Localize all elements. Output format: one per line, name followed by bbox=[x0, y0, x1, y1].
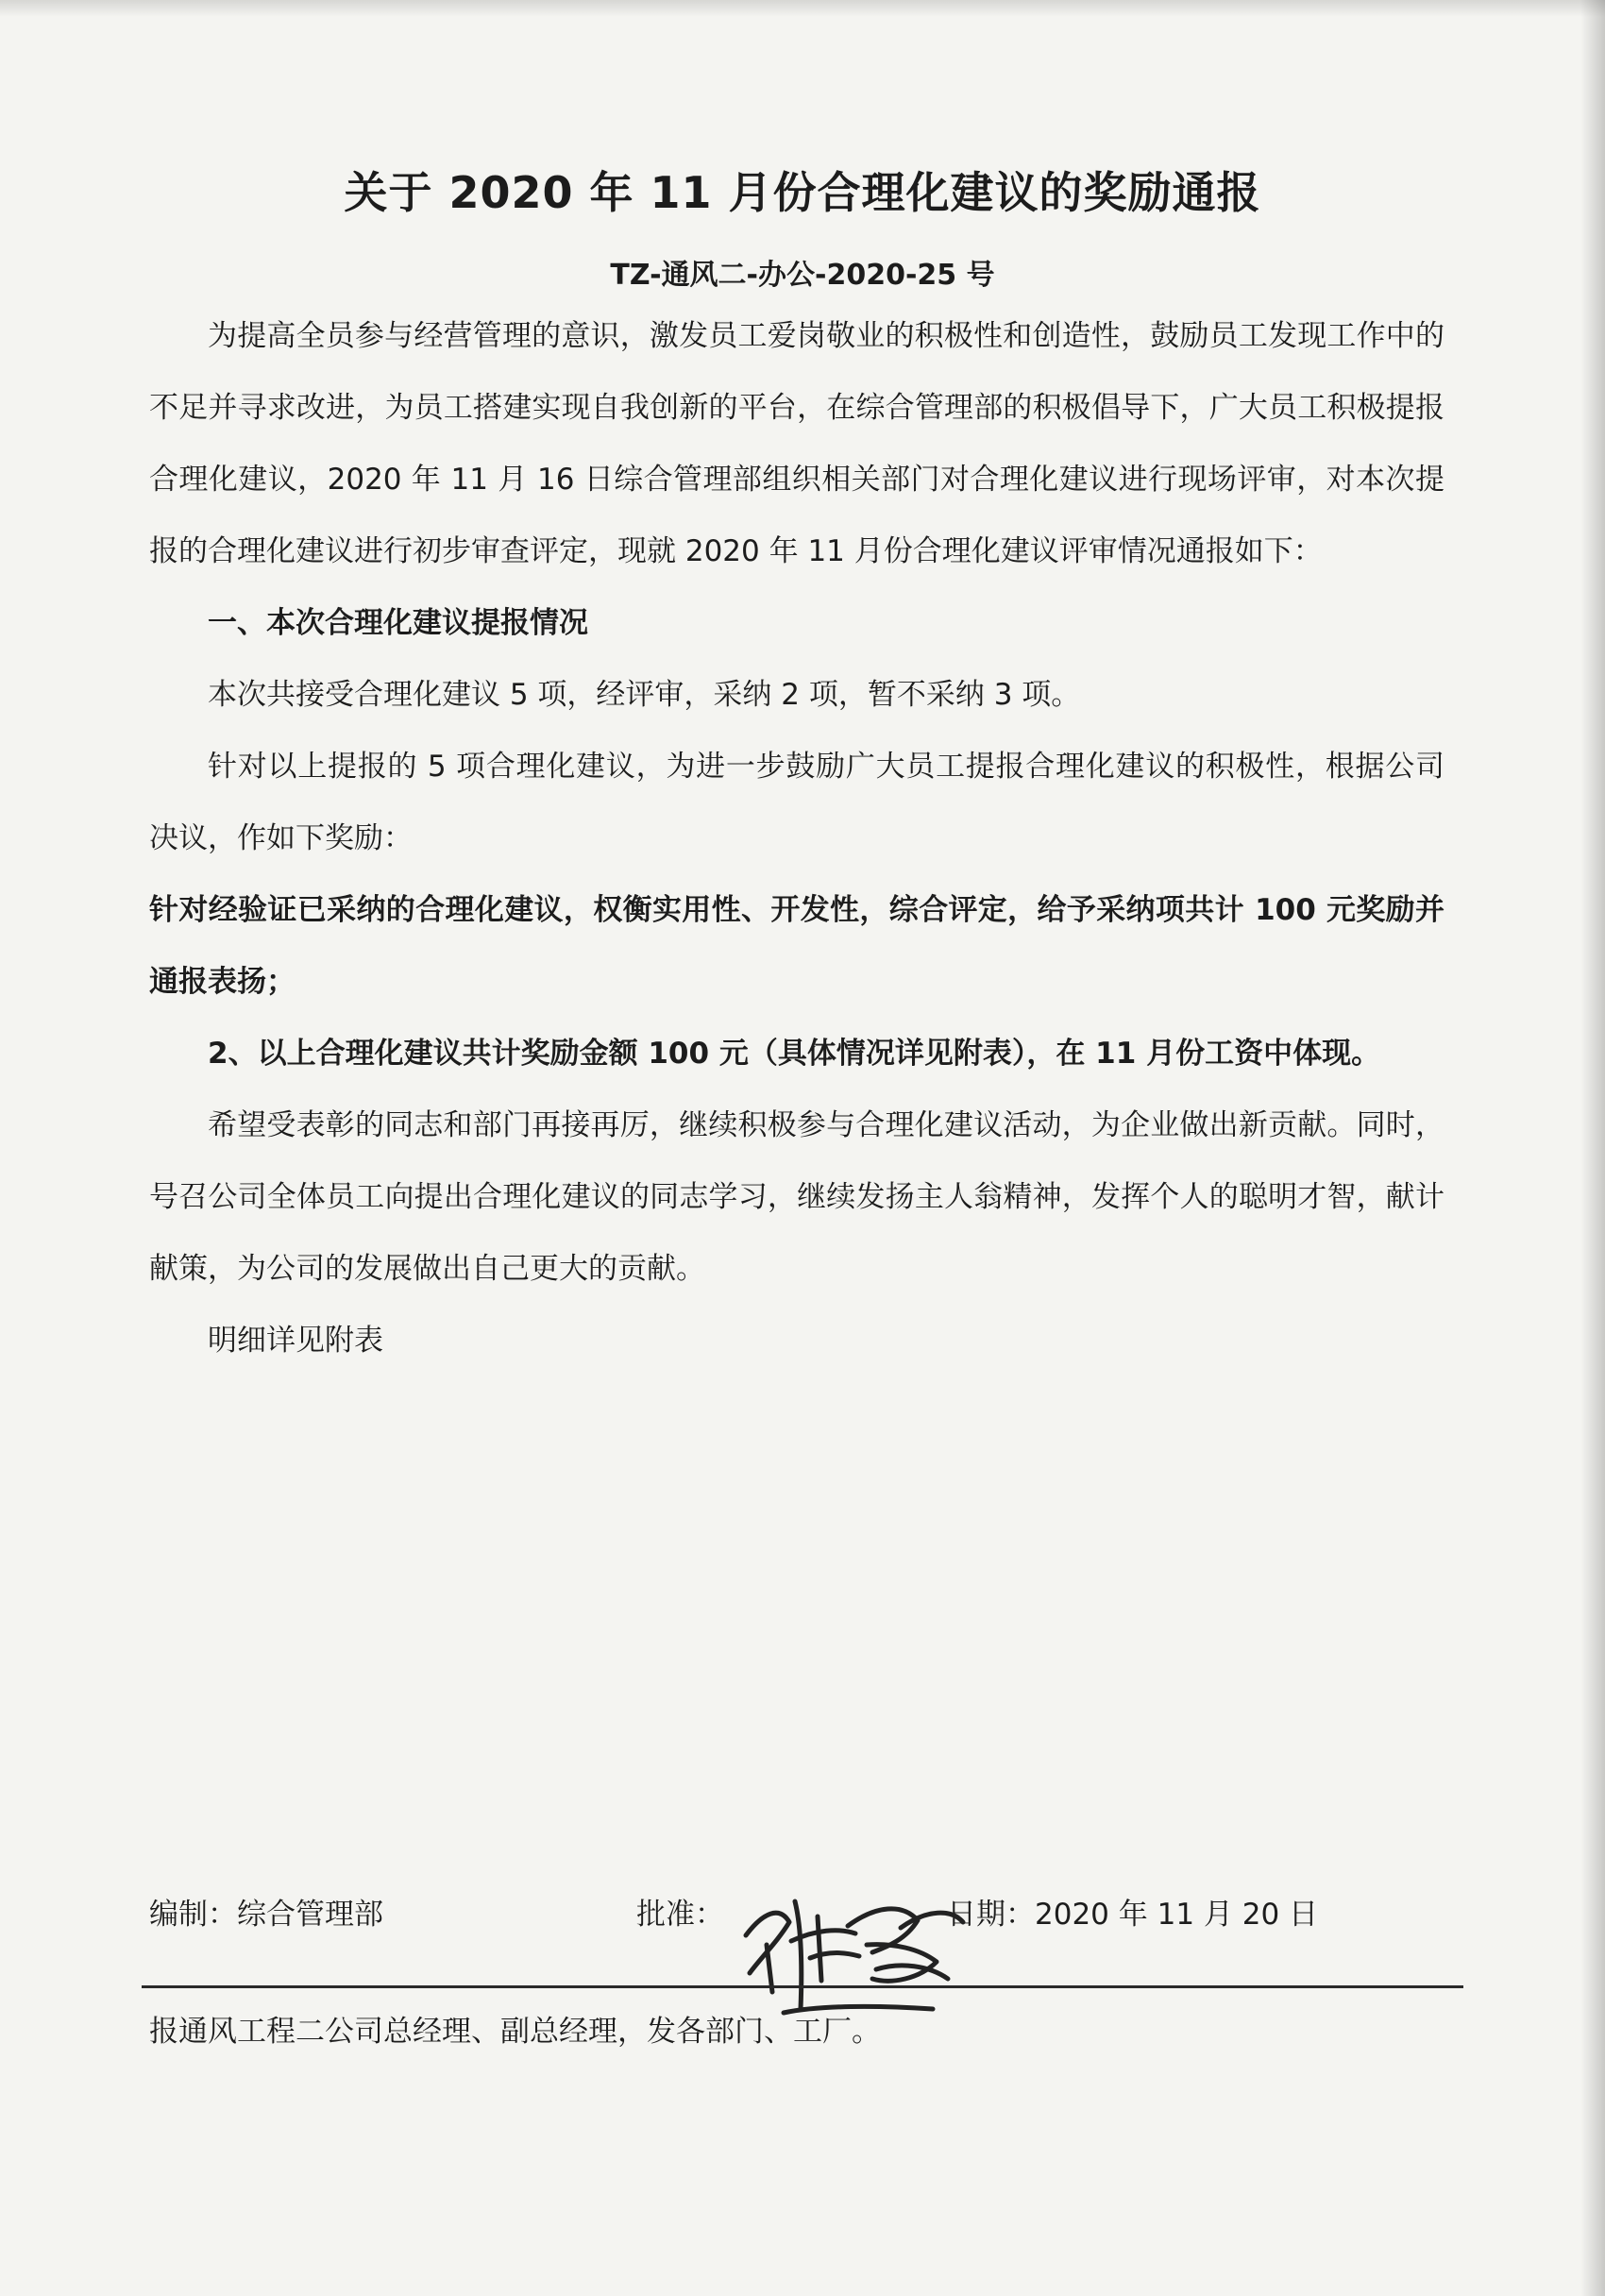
reward-item-1: 针对经验证已采纳的合理化建议，权衡实用性、开发性，综合评定，给予采纳项共计 100 元奖励并通报表扬； bbox=[149, 893, 1444, 999]
attachment-note: 明细详见附表 bbox=[208, 1324, 383, 1358]
compiler-label: 编制：综合管理部 bbox=[149, 1898, 383, 1932]
reward-item-2: 2、以上合理化建议共计奖励金额 100 元（具体情况详见附表），在 11 月份工资中体现。 bbox=[208, 1037, 1381, 1071]
document-number: TZ-通风二-办公-2020-25 号 bbox=[610, 259, 995, 292]
approval-label: 批准： bbox=[636, 1898, 724, 1932]
date-label: 日期：2020 年 11 月 20 日 bbox=[947, 1898, 1319, 1932]
page-shadow-top bbox=[0, 0, 1605, 17]
intro-paragraph: 为提高全员参与经营管理的意识，激发员工爱岗敬业的积极性和创造性，鼓励员工发现工作中的不足并寻求改进，为员工搭建实现自我创新的平台，在综合管理部的积极倡导下，广大员工积极提报合理化建议，2020 年 11 月 16 日综合管理部组织相关部门对合理化建议进行现场评审，对本次提报的合理化建议进行初步审查评定，现就 2020 年 11 月份合理化建议评审情况通报如下： bbox=[149, 319, 1444, 568]
document-title: 关于 2020 年 11 月份合理化建议的奖励通报 bbox=[344, 167, 1261, 218]
document-body bbox=[149, 300, 1444, 1376]
closing-paragraph: 希望受表彰的同志和部门再接再厉，继续积极参与合理化建议活动，为企业做出新贡献。同时，号召公司全体员工向提出合理化建议的同志学习，继续发扬主人翁精神，发挥个人的聪明才智，献计献策，为公司的发展做出自己更大的贡献。 bbox=[149, 1108, 1444, 1286]
footer-divider bbox=[142, 1985, 1463, 1988]
page-shadow-right bbox=[1580, 0, 1605, 2296]
distribution-line: 报通风工程二公司总经理、副总经理，发各部门、工厂。 bbox=[149, 2015, 881, 2049]
section-heading: 一、本次合理化建议提报情况 bbox=[208, 606, 588, 640]
reward-intro-paragraph: 针对以上提报的 5 项合理化建议，为进一步鼓励广大员工提报合理化建议的积极性，根据公司决议，作如下奖励： bbox=[149, 750, 1444, 855]
summary-paragraph: 本次共接受合理化建议 5 项，经评审，采纳 2 项，暂不采纳 3 项。 bbox=[208, 678, 1081, 712]
